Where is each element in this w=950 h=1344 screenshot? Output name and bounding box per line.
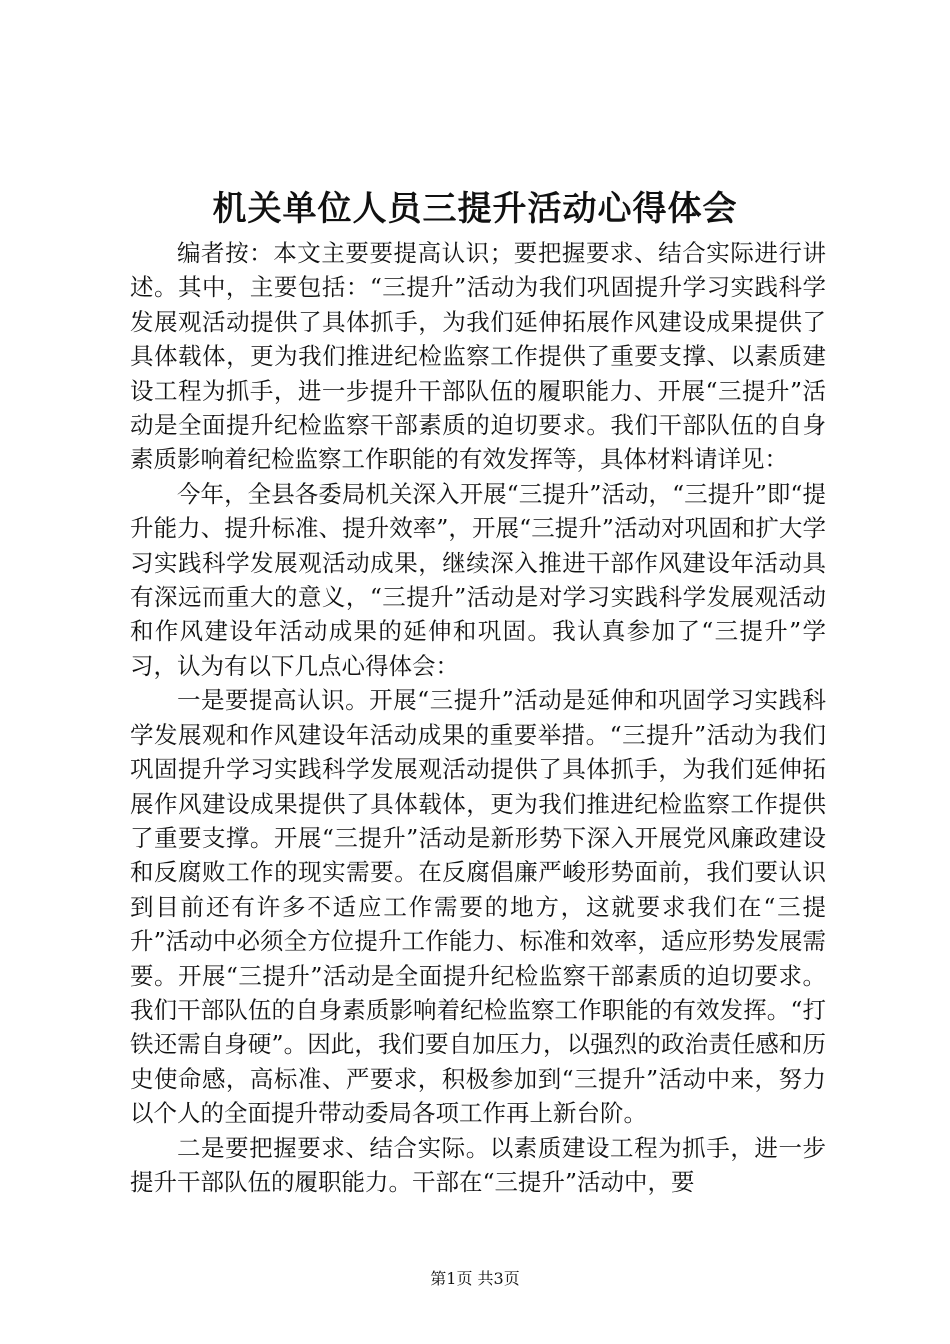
page-number-footer: 第1页 共3页 — [430, 1269, 520, 1288]
paragraph-editor-note: 编者按：本文主要要提高认识；要把握要求、结合实际进行讲述。其中，主要包括：“三提升”活动为我们巩固提升学习实践科学发展观活动提供了具体抓手，为我们延伸拓展作风建设成果提供了具体载体，更为我们推进纪检监察工作提供了重要支撑、以素质建设工程为抓手，进一步提升干部队伍的履职能力、开展“三提升”活动是全面提升纪检监察干部素质的迫切要求。我们干部队伍的自身素质影响着纪检监察工作职能的有效发挥等，具体材料请详见： — [130, 239, 826, 474]
paragraph-point-one: 一是要提高认识。开展“三提升”活动是延伸和巩固学习实践科学发展观和作风建设年活动成果的重要举措。“三提升”活动为我们巩固提升学习实践科学发展观活动提供了具体抓手，为我们延伸拓展作风建设成果提供了具体载体，更为我们推进纪检监察工作提供了重要支撑。开展“三提升”活动是新形势下深入开展党风廉政建设和反腐败工作的现实需要。在反腐倡廉严峻形势面前，我们要认识到目前还有许多不适应工作需要的地方，这就要求我们在“三提升”活动中必须全方位提升工作能力、标准和效率，适应形势发展需要。开展“三提升”活动是全面提升纪检监察干部素质的迫切要求。我们干部队伍的自身素质影响着纪检监察工作职能的有效发挥。“打铁还需自身硬”。因此，我们要自加压力，以强烈的政治责任感和历史使命感，高标准、严要求，积极参加到“三提升”活动中来，努力以个人的全面提升带动委局各项工作再上新台阶。 — [130, 686, 826, 1128]
paragraph-point-two: 二是要把握要求、结合实际。以素质建设工程为抓手，进一步提升干部队伍的履职能力。干部在“三提升”活动中，要 — [130, 1133, 826, 1196]
document-body — [130, 236, 826, 1199]
document-title: 机关单位人员三提升活动心得体会 — [212, 189, 738, 229]
paragraph-intro: 今年，全县各委局机关深入开展“三提升”活动，“三提升”即“提升能力、提升标准、提升效率”，开展“三提升”活动对巩固和扩大学习实践科学发展观活动成果，继续深入推进干部作风建设年活动具有深远而重大的意义，“三提升”活动是对学习实践科学发展观活动和作风建设年活动成果的延伸和巩固。我认真参加了“三提升”学习，认为有以下几点心得体会： — [130, 479, 826, 680]
